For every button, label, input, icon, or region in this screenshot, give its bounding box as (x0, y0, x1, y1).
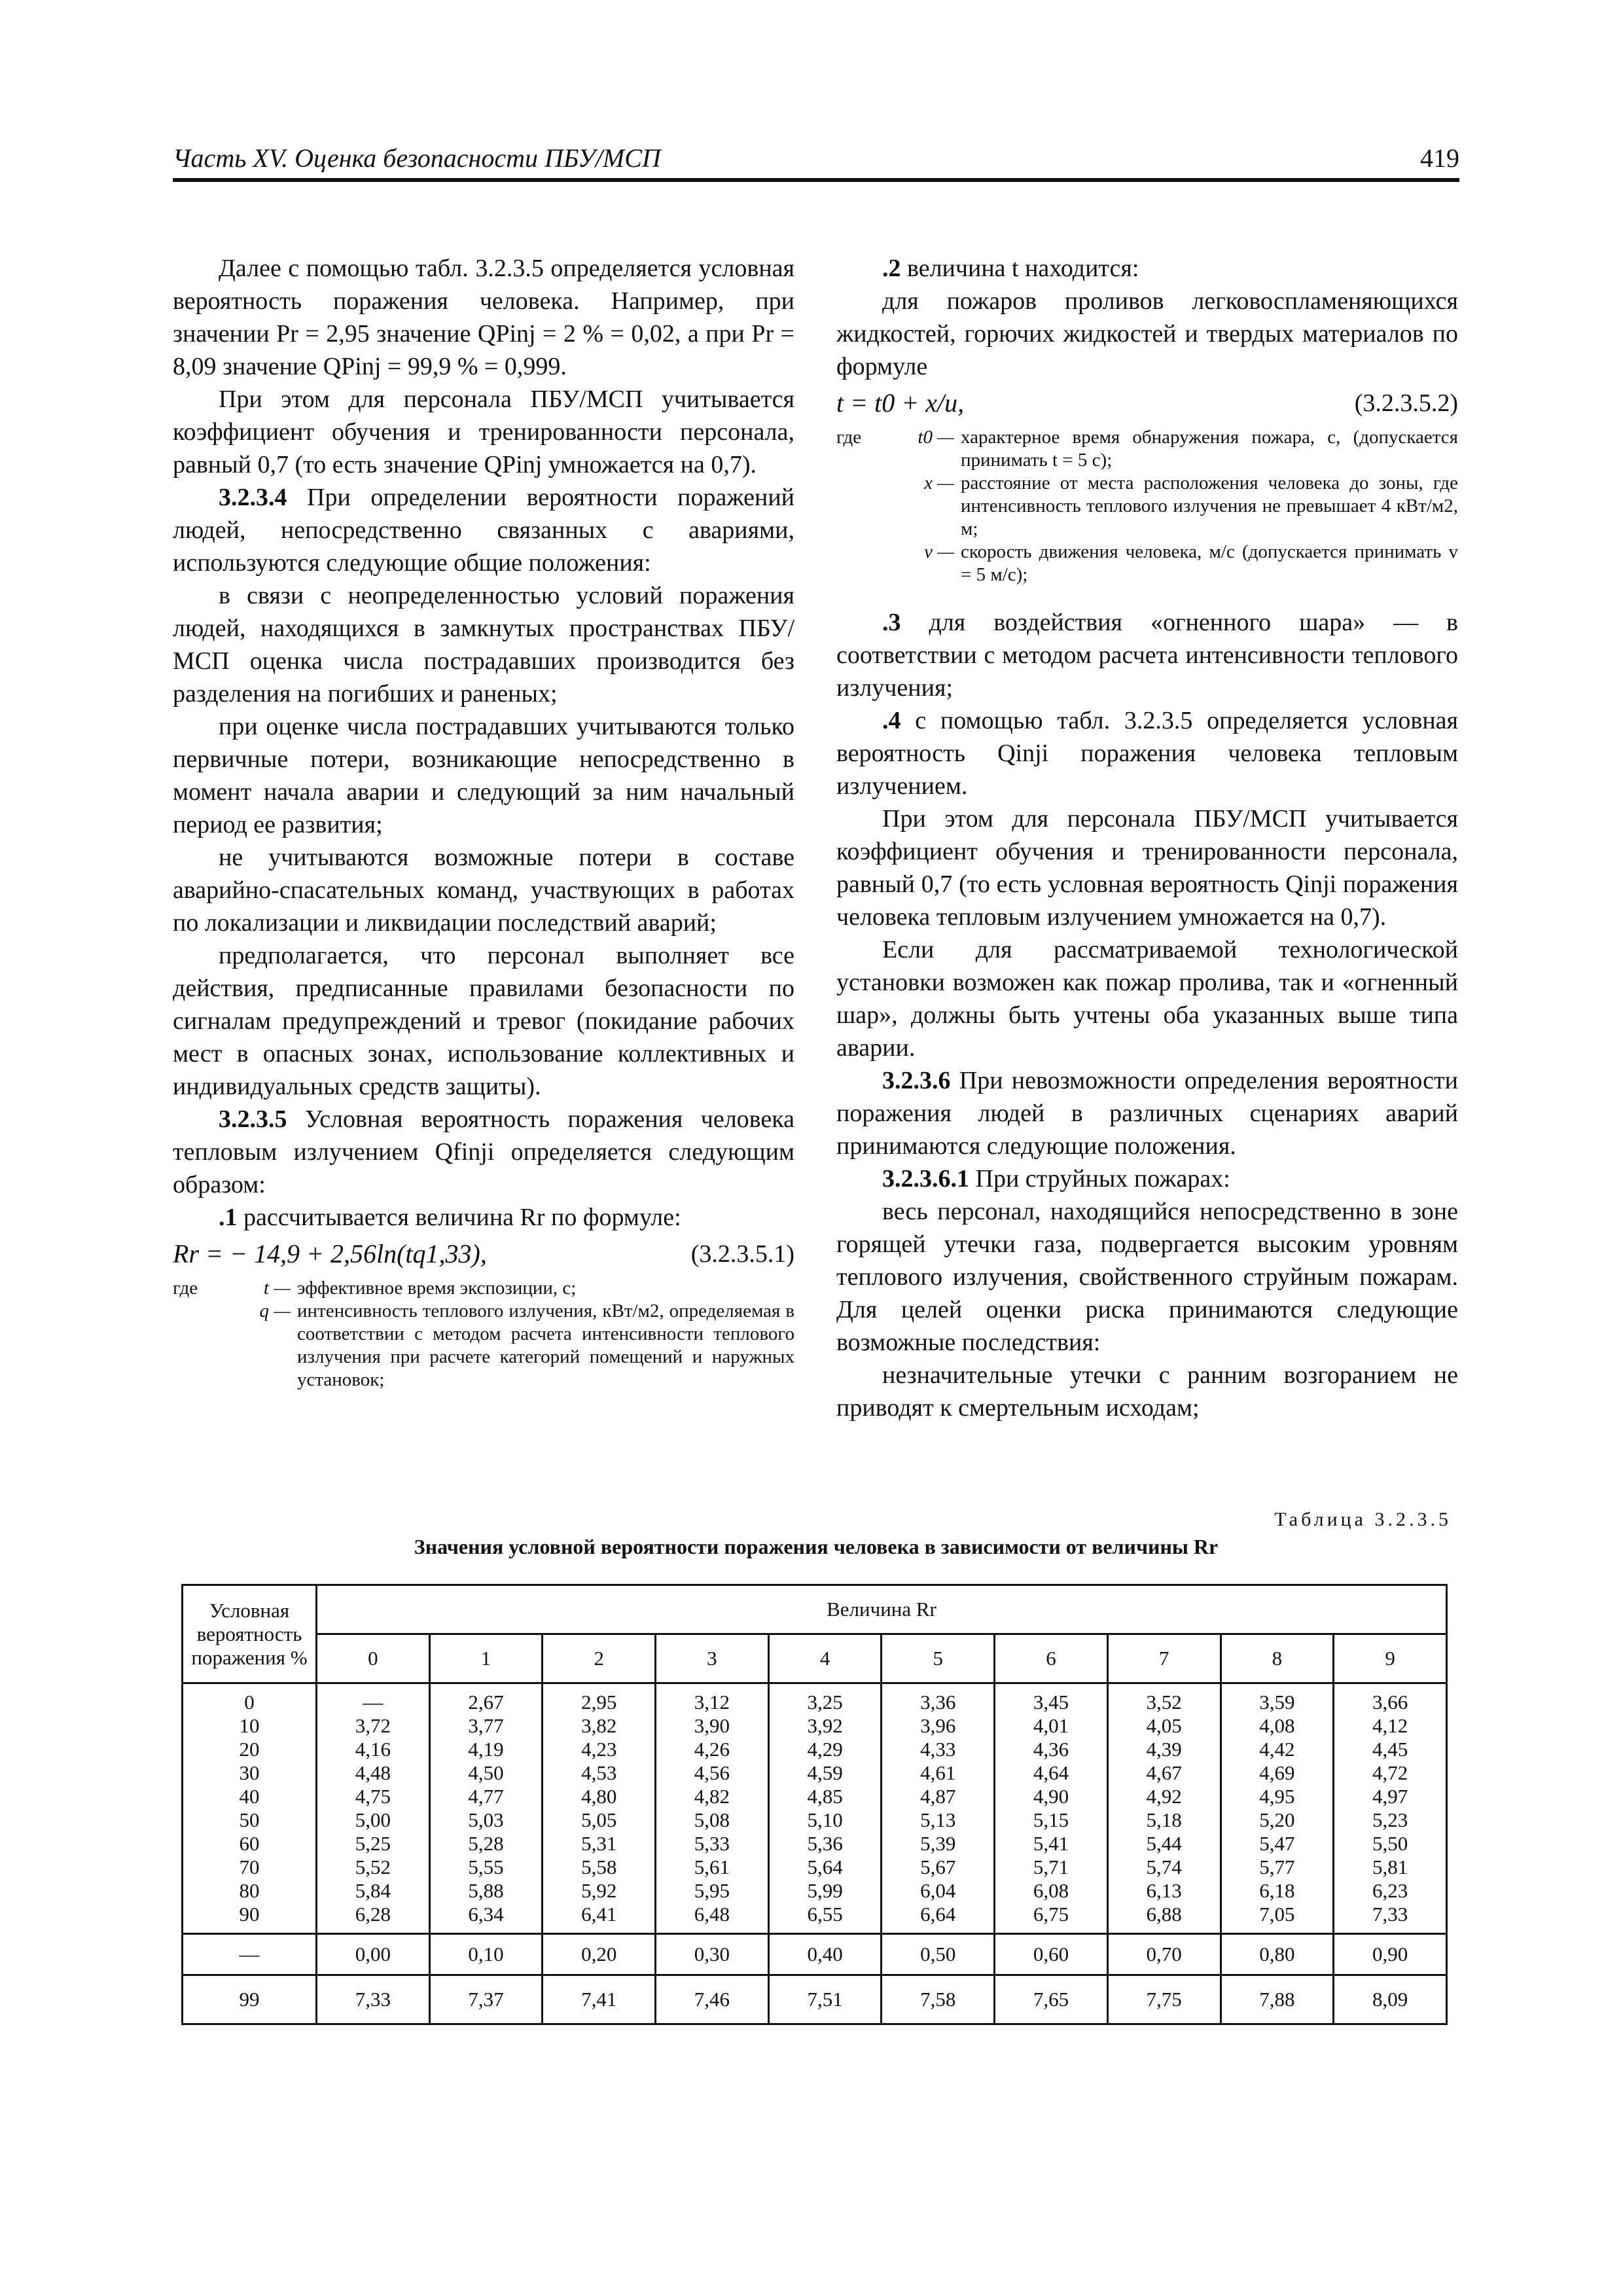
table-cell: 0,30 (656, 1934, 769, 1975)
table-cell: 4,69 (1259, 1761, 1295, 1784)
table-cell: 4,01 (1033, 1714, 1069, 1737)
table-cell: 5,74 (1146, 1856, 1182, 1878)
table-cell: 5,52 (355, 1856, 391, 1878)
paragraph: При этом для персонала ПБУ/МСП учитывается коэффициент обучения и тренированности персонала, равный 0,7 (то есть значение QPinj умножается на 0,7). (173, 386, 794, 478)
table-cell: 5,33 (694, 1832, 730, 1855)
left-column (173, 252, 794, 1397)
table-cell: 6,75 (1033, 1903, 1069, 1926)
table-cell: 5,15 (1033, 1808, 1069, 1831)
table-cell: 4,75 (355, 1785, 391, 1808)
table-cell: 4,48 (355, 1761, 391, 1784)
table-cell: 5,92 (581, 1879, 617, 1902)
table-cell: 6,34 (468, 1903, 504, 1926)
table-cell: 4,05 (1146, 1714, 1182, 1737)
table-cell: 7,33 (1372, 1903, 1408, 1926)
table-cell: 5,28 (468, 1832, 504, 1855)
table-cell: 4,33 (920, 1738, 956, 1761)
table-cell: 5,13 (920, 1808, 956, 1831)
table-cell: 6,48 (694, 1903, 730, 1926)
table-cell: 5,08 (694, 1808, 730, 1831)
table-cell: 4,23 (581, 1738, 617, 1761)
table-cell: 4,08 (1259, 1714, 1295, 1737)
table-cell: 0,00 (317, 1934, 430, 1975)
table-cell: 5,77 (1259, 1856, 1295, 1878)
row-label: 99 (183, 1975, 317, 2024)
table-cell: 4,64 (1033, 1761, 1069, 1784)
table-cell: 2,67 (468, 1691, 504, 1713)
table-cell: 4,16 (355, 1738, 391, 1761)
table-cell: 3,45 (1033, 1691, 1069, 1713)
formula-number: (3.2.3.5.1) (690, 1240, 794, 1268)
table-cell: 6,18 (1259, 1879, 1295, 1902)
table-row-99 (183, 1975, 1447, 2024)
table-cell: 4,90 (1033, 1785, 1069, 1808)
table-cell: 4,97 (1372, 1785, 1408, 1808)
table-cell: 6,13 (1146, 1879, 1182, 1902)
legend-item (895, 541, 1458, 586)
table-cell: 7,58 (882, 1975, 995, 2024)
list-paragraph (836, 704, 1458, 802)
running-title: Часть XV. Оценка безопасности ПБУ/МСП (173, 143, 661, 173)
group-header-cell: Величина Rr (317, 1585, 1447, 1634)
table-cell: 0,60 (995, 1934, 1108, 1975)
column-header: 9 (1334, 1634, 1447, 1683)
table-cell: 5,23 (1372, 1808, 1408, 1831)
value-column (882, 1683, 995, 1934)
where-label: где (173, 1278, 198, 1299)
table-cell: 6,41 (581, 1903, 617, 1926)
legend-text: интенсивность теплового излучения, кВт/м2, определяемая в соответствии с методом расчета интенсивности теплового излучения при расчете категорий помещений и наружных установок; (297, 1300, 794, 1390)
table-cell: 5,18 (1146, 1808, 1182, 1831)
item-number: .3 (882, 609, 901, 636)
legend-text: скорость движения человека, м/с (допускается принимать v = 5 м/с); (961, 541, 1458, 585)
value-column (1221, 1683, 1334, 1934)
value-column (768, 1683, 882, 1934)
section-number: 3.2.3.6 (882, 1067, 951, 1094)
paragraph: в связи с неопределенностью условий поражения людей, находящихся в замкнутых пространствах ПБУ/МСП оценка числа пострадавших производится без разделения на погибших и раненых; (173, 582, 794, 708)
table-cell: 5,10 (807, 1808, 843, 1831)
list-paragraph (836, 252, 1458, 285)
where-label: где (836, 427, 862, 448)
table-cell: 6,08 (1033, 1879, 1069, 1902)
table-header-row (183, 1585, 1447, 1634)
row-label: 30 (239, 1761, 260, 1784)
section-number: 3.2.3.4 (219, 484, 287, 511)
item-text: рассчитывается величина Rr по формуле: (237, 1204, 681, 1231)
formula-block (836, 387, 1458, 423)
legend-symbol: v — (924, 541, 954, 562)
table-cell: 3,82 (581, 1714, 617, 1737)
table-cell: 3,66 (1372, 1691, 1408, 1713)
row-label: 20 (239, 1738, 260, 1761)
row-label: — (183, 1934, 317, 1975)
table-cell: 7,05 (1259, 1903, 1295, 1926)
row-label: 10 (239, 1714, 260, 1737)
table-cell: 7,51 (768, 1975, 882, 2024)
table-cell: 5,64 (807, 1856, 843, 1878)
column-header: 0 (317, 1634, 430, 1683)
row-label: 70 (239, 1856, 260, 1878)
table-cell: 4,77 (468, 1785, 504, 1808)
list-paragraph (836, 606, 1458, 704)
table-cell: 4,61 (920, 1761, 956, 1784)
value-column (543, 1683, 656, 1934)
list-paragraph (173, 1201, 794, 1234)
value-column (1107, 1683, 1221, 1934)
paragraph: предполагается, что персонал выполняет все действия, предписанные правилами безопасности по сигналам предупреждений и тревог (покидание рабочих мест в опасных зонах, использование коллективных и индивидуальных средств защиты). (173, 942, 794, 1100)
value-column (429, 1683, 543, 1934)
row-label: 50 (239, 1808, 260, 1831)
table-cell: 4,39 (1146, 1738, 1182, 1761)
legend-symbol: t0 — (918, 427, 954, 448)
column-header: 8 (1221, 1634, 1334, 1683)
table-title: Значения условной вероятности поражения человека в зависимости от величины Rr (414, 1535, 1219, 1558)
table-cell: 3,59 (1259, 1691, 1295, 1713)
table-cell: 7,46 (656, 1975, 769, 2024)
table-cell: 0,50 (882, 1934, 995, 1975)
table-cell: 4,36 (1033, 1738, 1069, 1761)
section-paragraph (173, 481, 794, 579)
column-header: 1 (429, 1634, 543, 1683)
paragraph: весь персонал, находящийся непосредственно в зоне горящей утечки газа, подвергается высоким уровням теплового излучения, свойственного струйным пожарам. Для целей оценки риска принимаются следующие возможные последствия: (836, 1198, 1458, 1356)
table-cell: 5,41 (1033, 1832, 1069, 1855)
paragraph: незначительные утечки с ранним возгоранием не приводят к смертельным исходам; (836, 1361, 1458, 1422)
table-cell: 7,88 (1221, 1975, 1334, 2024)
table-cell: 5,25 (355, 1832, 391, 1855)
row-labels-cell (183, 1683, 317, 1934)
table-cell: 5,84 (355, 1879, 391, 1902)
table-cell: 4,67 (1146, 1761, 1182, 1784)
table-cell: 0,90 (1334, 1934, 1447, 1975)
item-number: .1 (219, 1204, 238, 1231)
paragraph: Далее с помощью табл. 3.2.3.5 определяется условная вероятность поражения человека. Например, при значении Pr = 2,95 значение QPinj = 2 % = 0,02, а при Pr = 8,09 значение QPinj = 99,9 % = 0,999. (173, 255, 794, 380)
right-column (836, 252, 1458, 1424)
table-cell: 3,90 (694, 1714, 730, 1737)
table-main-block (183, 1683, 1447, 1934)
column-header: 4 (768, 1634, 882, 1683)
section-paragraph (836, 1064, 1458, 1162)
table-cell: 4,56 (694, 1761, 730, 1784)
table-cell: 4,53 (581, 1761, 617, 1784)
table-cell: 3,36 (920, 1691, 956, 1713)
item-number: .2 (882, 255, 901, 282)
formula-block (173, 1238, 794, 1274)
table-cell: — (363, 1691, 383, 1713)
table-cell: 7,41 (543, 1975, 656, 2024)
item-text: для воздействия «огненного шара» — в соответствии с методом расчета интенсивности теплового излучения; (836, 609, 1458, 702)
table-cell: 7,33 (317, 1975, 430, 2024)
table-cell: 5,61 (694, 1856, 730, 1878)
column-header: 7 (1107, 1634, 1221, 1683)
table-cell: 0,80 (1221, 1934, 1334, 1975)
column-header: 6 (995, 1634, 1108, 1683)
probability-table (181, 1584, 1448, 2025)
formula-expression: t = t0 + x/u, (836, 388, 965, 418)
item-number: .4 (882, 707, 901, 734)
table-cell: 6,28 (355, 1903, 391, 1926)
value-column (1334, 1683, 1447, 1934)
table-cell: 5,67 (920, 1856, 956, 1878)
legend-text: эффективное время экспозиции, с; (297, 1278, 577, 1299)
column-header: 3 (656, 1634, 769, 1683)
table-cell: 5,31 (581, 1832, 617, 1855)
table-cell: 3,92 (807, 1714, 843, 1737)
paragraph: Если для рассматриваемой технологической установки возможен как пожар пролива, так и «огненный шар», должны быть учтены оба указанных выше типа аварии. (836, 936, 1458, 1062)
table-cell: 7,37 (429, 1975, 543, 2024)
table-cell: 4,92 (1146, 1785, 1182, 1808)
legend-item (232, 1300, 794, 1391)
table-cell: 3,96 (920, 1714, 956, 1737)
table-cell: 5,00 (355, 1808, 391, 1831)
section-paragraph (173, 1103, 794, 1201)
row-label: 90 (239, 1903, 260, 1926)
paragraph: при оценке числа пострадавших учитываются только первичные потери, возникающие непосредственно в момент начала аварии и следующий за ним начальный период ее развития; (173, 713, 794, 838)
row-label: 0 (244, 1691, 255, 1713)
table-cell: 5,55 (468, 1856, 504, 1878)
table-cell: 0,40 (768, 1934, 882, 1975)
table-label: Таблица 3.2.3.5 (1274, 1509, 1452, 1530)
table-cell: 4,72 (1372, 1761, 1408, 1784)
table-cell: 5,81 (1372, 1856, 1408, 1878)
table-cell: 5,44 (1146, 1832, 1182, 1855)
paragraph: При этом для персонала ПБУ/МСП учитывается коэффициент обучения и тренированности персонала, равный 0,7 (то есть условная вероятность Qinji поражения человека тепловым излучением умножается на 0,7). (836, 805, 1458, 931)
column-header: 2 (543, 1634, 656, 1683)
table-cell: 5,58 (581, 1856, 617, 1878)
legend-symbol: x — (924, 473, 954, 493)
table-cell: 6,88 (1146, 1903, 1182, 1926)
formula-expression: Rr = − 14,9 + 2,56ln(tq1,33), (173, 1239, 487, 1268)
legend-item (232, 1277, 794, 1300)
value-column (656, 1683, 769, 1934)
table-cell: 7,65 (995, 1975, 1108, 2024)
value-column (317, 1683, 430, 1934)
table-cell: 5,88 (468, 1879, 504, 1902)
table-cell: 5,50 (1372, 1832, 1408, 1855)
page-number: 419 (1420, 143, 1459, 173)
formula-number: (3.2.3.5.2) (1354, 389, 1458, 417)
section-text: При определении вероятности поражений людей, непосредственно связанных с авариями, используются следующие общие положения: (173, 484, 794, 577)
table-cell: 4,26 (694, 1738, 730, 1761)
table-cell: 4,50 (468, 1761, 504, 1784)
table-cell: 4,19 (468, 1738, 504, 1761)
table-cell: 4,82 (694, 1785, 730, 1808)
legend-item (895, 426, 1458, 472)
item-text: величина t находится: (901, 255, 1139, 282)
legend-item (895, 472, 1458, 541)
table-cell: 0,20 (543, 1934, 656, 1975)
table-cell: 6,23 (1372, 1879, 1408, 1902)
table-cell: 3,77 (468, 1714, 504, 1737)
section-text: При струйных пожарах: (969, 1165, 1230, 1193)
table-cell: 2,95 (581, 1691, 617, 1713)
table-cell: 3,12 (694, 1691, 730, 1713)
page-header (173, 143, 1459, 182)
table-cell: 4,85 (807, 1785, 843, 1808)
row-label: 80 (239, 1879, 260, 1902)
table-cell: 5,47 (1259, 1832, 1295, 1855)
table-cell: 4,12 (1372, 1714, 1408, 1737)
table-cell: 5,05 (581, 1808, 617, 1831)
table-cell: 5,71 (1033, 1856, 1069, 1878)
table-cell: 6,64 (920, 1903, 956, 1926)
legend-text: расстояние от места расположения человека до зоны, где интенсивность теплового излучения не превышает 4 кВт/м2, м; (961, 473, 1458, 539)
table-cell: 4,29 (807, 1738, 843, 1761)
legend-symbol: q — (259, 1300, 291, 1321)
table-cell: 4,95 (1259, 1785, 1295, 1808)
table-cell: 7,75 (1107, 1975, 1221, 2024)
formula-legend (836, 426, 1458, 586)
section-text: При невозможности определения вероятности поражения людей в различных сценариях аварий принимаются следующие положения. (836, 1067, 1458, 1160)
table-cell: 5,39 (920, 1832, 956, 1855)
table-cell: 5,03 (468, 1808, 504, 1831)
table-cell: 0,10 (429, 1934, 543, 1975)
table-cell: 6,04 (920, 1879, 956, 1902)
table-cell: 5,95 (694, 1879, 730, 1902)
section-number: 3.2.3.6.1 (882, 1165, 969, 1193)
section-number: 3.2.3.5 (219, 1105, 287, 1133)
table-row-decimal (183, 1934, 1447, 1975)
row-label: 40 (239, 1785, 260, 1808)
formula-legend (173, 1277, 794, 1391)
table-cell: 4,87 (920, 1785, 956, 1808)
legend-symbol: t — (263, 1278, 291, 1299)
table-cell: 5,36 (807, 1832, 843, 1855)
table-cell: 8,09 (1334, 1975, 1447, 2024)
column-header-row (183, 1634, 1447, 1683)
column-header: 5 (882, 1634, 995, 1683)
paragraph: не учитываются возможные потери в составе аварийно-спасательных команд, участвующих в работах по локализации и ликвидации последствий аварий; (173, 844, 794, 937)
table-cell: 4,42 (1259, 1738, 1295, 1761)
header-rule (173, 178, 1459, 182)
row-header-cell: Условная вероятность поражения % (183, 1585, 317, 1683)
table-cell: 6,55 (807, 1903, 843, 1926)
table-cell: 3,72 (355, 1714, 391, 1737)
row-label: 60 (239, 1832, 260, 1855)
table-cell: 3,52 (1146, 1691, 1182, 1713)
table-cell: 3,25 (807, 1691, 843, 1713)
table-cell: 4,59 (807, 1761, 843, 1784)
paragraph: для пожаров проливов легковоспламеняющихся жидкостей, горючих жидкостей и твердых материалов по формуле (836, 287, 1458, 380)
table-cell: 5,99 (807, 1879, 843, 1902)
table-cell: 4,80 (581, 1785, 617, 1808)
table-cell: 0,70 (1107, 1934, 1221, 1975)
section-text: Условная вероятность поражения человека тепловым излучением Qfinji определяется следующим образом: (173, 1105, 794, 1198)
legend-text: характерное время обнаружения пожара, с, (допускается принимать t = 5 с); (961, 427, 1458, 471)
section-paragraph (836, 1162, 1458, 1195)
value-column (995, 1683, 1108, 1934)
table-cell: 4,45 (1372, 1738, 1408, 1761)
item-text: с помощью табл. 3.2.3.5 определяется условная вероятность Qinji поражения человека тепловым излучением. (836, 707, 1458, 800)
table-cell: 5,20 (1259, 1808, 1295, 1831)
